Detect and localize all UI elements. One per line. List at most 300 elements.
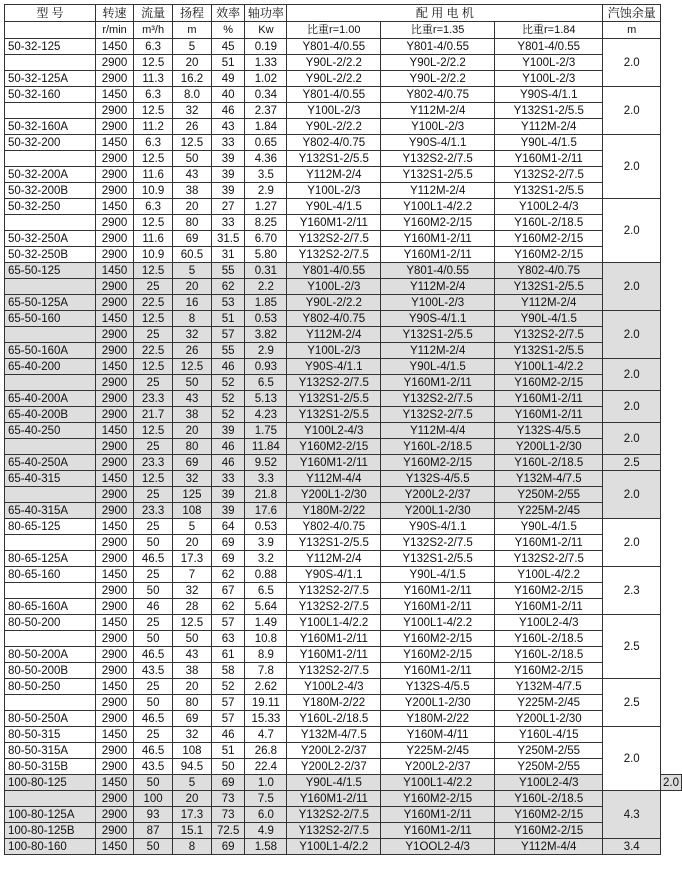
table-row <box>5 823 682 839</box>
motor-sg1-cell: Y112M-2/4 <box>287 551 381 567</box>
motor-sg1-cell: Y90L-2/2.2 <box>287 55 381 71</box>
motor-sg2-cell: Y160M1-2/11 <box>381 823 495 839</box>
head-cell: 26 <box>173 119 212 135</box>
motor-sg1-cell: Y801-4/0.55 <box>287 39 381 55</box>
motor-sg2-cell: Y112M-2/4 <box>381 103 495 119</box>
table-row <box>5 439 682 455</box>
flow-cell: 11.6 <box>134 167 173 183</box>
head-cell: 50 <box>173 375 212 391</box>
motor-sg1-cell: Y160M1-2/11 <box>287 455 381 471</box>
motor-sg1-cell: Y112M-2/4 <box>287 327 381 343</box>
shaft-power-cell: 1.02 <box>245 71 287 87</box>
head-cell: 108 <box>173 503 212 519</box>
efficiency-cell: 62 <box>211 567 245 583</box>
efficiency-cell: 52 <box>211 391 245 407</box>
flow-cell: 6.3 <box>134 87 173 103</box>
head-header: 扬程 <box>173 5 212 22</box>
efficiency-cell: 69 <box>211 551 245 567</box>
shaft-power-cell: 6.70 <box>245 231 287 247</box>
model-cell: 65-40-200B <box>5 407 96 423</box>
motor-sg1-cell: Y132S1-2/5.5 <box>287 151 381 167</box>
head-cell: 20 <box>173 279 212 295</box>
head-cell: 5 <box>173 39 212 55</box>
flow-cell: 12.5 <box>134 55 173 71</box>
speed-cell: 1450 <box>95 423 133 439</box>
flow-cell: 46.5 <box>134 647 173 663</box>
model-cell: 50-32-200B <box>5 183 96 199</box>
flow-cell: 100 <box>134 791 173 807</box>
flow-cell: 12.5 <box>134 471 173 487</box>
efficiency-cell: 52 <box>211 375 245 391</box>
head-cell: 69 <box>173 231 212 247</box>
motor-sg2-cell: Y100L1-4/2.2 <box>381 615 495 631</box>
motor-sg1-cell: Y100L2-4/3 <box>287 423 381 439</box>
motor-sg3-cell: Y160M2-2/15 <box>495 231 603 247</box>
efficiency-cell: 31.5 <box>211 231 245 247</box>
shaft-power-cell: 2.37 <box>245 103 287 119</box>
motor-sg1-cell: Y802-4/0.75 <box>287 519 381 535</box>
motor-sg2-cell: Y160M1-2/11 <box>381 375 495 391</box>
speed-cell: 2900 <box>95 647 133 663</box>
motor-sg3-cell: Y250M-2/55 <box>495 487 603 503</box>
shaft-power-cell: 2.2 <box>245 279 287 295</box>
npsh-cell: 2.0 <box>603 359 661 391</box>
motor-sg3-cell: Y132M-4/7.5 <box>495 471 603 487</box>
motor-sg2-cell: Y90L-2/2.2 <box>381 71 495 87</box>
model-cell <box>5 583 96 599</box>
shaft-power-cell: 21.8 <box>245 487 287 503</box>
model-cell: 65-50-125A <box>5 295 96 311</box>
shaft-power-cell: 2.62 <box>245 679 287 695</box>
head-cell: 17.3 <box>173 551 212 567</box>
motor-sg2-cell: Y1OOL2-4/3 <box>381 839 495 855</box>
head-cell: 20 <box>173 791 212 807</box>
shaft-power-cell: 3.82 <box>245 327 287 343</box>
motor-sg3-cell: Y160M1-2/11 <box>495 151 603 167</box>
efficiency-cell: 69 <box>211 775 245 791</box>
efficiency-cell: 33 <box>211 135 245 151</box>
flow-cell: 25 <box>134 375 173 391</box>
motor-sg2-cell: Y90S-4/1.1 <box>381 311 495 327</box>
efficiency-cell: 39 <box>211 183 245 199</box>
npsh-cell: 2.5 <box>603 455 661 471</box>
head-cell: 12.5 <box>173 615 212 631</box>
motor-sg3-cell: Y100L2-4/3 <box>495 615 603 631</box>
head-cell: 15.1 <box>173 823 212 839</box>
speed-cell: 2900 <box>95 167 133 183</box>
motor-sg1-cell: Y200L2-2/37 <box>287 759 381 775</box>
motor-sg1-cell: Y200L2-2/37 <box>287 743 381 759</box>
head-cell: 20 <box>173 535 212 551</box>
flow-cell: 50 <box>134 535 173 551</box>
model-cell: 80-50-250 <box>5 679 96 695</box>
model-cell: 80-50-250A <box>5 711 96 727</box>
sg2-header: 比重r=1.35 <box>381 22 495 39</box>
motor-sg2-cell: Y132S1-2/5.5 <box>381 551 495 567</box>
efficiency-cell: 43 <box>211 119 245 135</box>
motor-sg3-cell: Y160M1-2/11 <box>495 599 603 615</box>
model-cell <box>5 535 96 551</box>
shaft-power-cell: 0.31 <box>245 263 287 279</box>
model-cell: 65-50-160 <box>5 311 96 327</box>
table-row <box>5 503 682 519</box>
head-cell: 16.2 <box>173 71 212 87</box>
shaft-power-cell: 2.9 <box>245 343 287 359</box>
shaft-power-cell: 4.36 <box>245 151 287 167</box>
motor-sg2-cell: Y180M-2/22 <box>381 711 495 727</box>
motor-sg2-cell: Y132S-4/5.5 <box>381 679 495 695</box>
speed-cell: 1450 <box>95 567 133 583</box>
model-cell <box>5 439 96 455</box>
speed-cell: 1450 <box>95 135 133 151</box>
motor-sg2-cell: Y132S2-2/7.5 <box>381 391 495 407</box>
table-row <box>5 711 682 727</box>
motor-sg1-cell: Y132S2-2/7.5 <box>287 599 381 615</box>
motor-sg2-cell: Y112M-2/4 <box>381 183 495 199</box>
flow-cell: 22.5 <box>134 295 173 311</box>
head-cell: 20 <box>173 423 212 439</box>
head-cell: 8 <box>173 839 212 855</box>
motor-sg3-cell: Y160L-2/18.5 <box>495 455 603 471</box>
head-cell: 8.0 <box>173 87 212 103</box>
table-row <box>5 343 682 359</box>
motor-sg2-cell: Y132S-4/5.5 <box>381 471 495 487</box>
speed-cell: 2900 <box>95 279 133 295</box>
table-row <box>5 311 682 327</box>
table-row <box>5 727 682 743</box>
efficiency-cell: 39 <box>211 503 245 519</box>
flow-cell: 11.6 <box>134 231 173 247</box>
model-cell: 100-80-125 <box>5 775 96 791</box>
speed-cell: 1450 <box>95 311 133 327</box>
table-row <box>5 631 682 647</box>
table-row <box>5 199 682 215</box>
motor-sg1-cell: Y160M1-2/11 <box>287 791 381 807</box>
motor-sg3-cell: Y132S1-2/5.5 <box>495 183 603 199</box>
shaft-power-cell: 1.85 <box>245 295 287 311</box>
head-cell: 20 <box>173 679 212 695</box>
shaft-power-cell: 4.7 <box>245 727 287 743</box>
motor-sg3-cell: Y250M-2/55 <box>495 759 603 775</box>
table-row <box>5 87 682 103</box>
motor-sg1-cell: Y90S-4/1.1 <box>287 567 381 583</box>
motor-sg2-cell: Y112M-2/4 <box>381 279 495 295</box>
motor-sg2-cell: Y100L-2/3 <box>381 295 495 311</box>
speed-header: 转速 <box>95 5 133 22</box>
flow-cell: 43.5 <box>134 759 173 775</box>
flow-cell: 25 <box>134 519 173 535</box>
model-cell: 65-40-315A <box>5 503 96 519</box>
table-row <box>5 775 682 791</box>
speed-cell: 2900 <box>95 231 133 247</box>
flow-cell: 10.9 <box>134 247 173 263</box>
motor-sg3-cell: Y132S2-2/7.5 <box>495 551 603 567</box>
flow-cell: 12.5 <box>134 103 173 119</box>
table-row <box>5 679 682 695</box>
motor-sg3-cell: Y132S1-2/5.5 <box>495 103 603 119</box>
motor-sg1-cell: Y100L-2/3 <box>287 183 381 199</box>
head-cell: 28 <box>173 599 212 615</box>
shaft-power-cell: 1.58 <box>245 839 287 855</box>
flow-cell: 23.3 <box>134 391 173 407</box>
flow-cell: 25 <box>134 327 173 343</box>
model-cell: 65-40-250A <box>5 455 96 471</box>
motor-sg1-cell: Y100L2-4/3 <box>287 679 381 695</box>
flow-cell: 50 <box>134 583 173 599</box>
speed-cell: 2900 <box>95 599 133 615</box>
speed-cell: 2900 <box>95 711 133 727</box>
motor-sg1-cell: Y100L-2/3 <box>287 103 381 119</box>
head-unit: m <box>173 22 212 39</box>
motor-sg1-cell: Y801-4/0.55 <box>287 87 381 103</box>
speed-cell: 2900 <box>95 119 133 135</box>
npsh-cell: 2.0 <box>603 391 661 423</box>
head-cell: 125 <box>173 487 212 503</box>
table-row <box>5 295 682 311</box>
model-cell: 65-50-125 <box>5 263 96 279</box>
efficiency-cell: 55 <box>211 263 245 279</box>
motor-sg3-cell: Y100L-2/3 <box>495 71 603 87</box>
motor-sg1-cell: Y801-4/0.55 <box>287 263 381 279</box>
head-cell: 38 <box>173 663 212 679</box>
table-row <box>5 535 682 551</box>
model-cell: 50-32-250B <box>5 247 96 263</box>
model-cell: 65-40-200 <box>5 359 96 375</box>
model-unit-cell <box>5 22 96 39</box>
shaft-power-cell: 8.9 <box>245 647 287 663</box>
table-row <box>5 263 682 279</box>
table-row <box>5 695 682 711</box>
motor-sg3-cell: Y801-4/0.55 <box>495 39 603 55</box>
motor-sg2-cell: Y160M1-2/11 <box>381 599 495 615</box>
efficiency-unit: % <box>211 22 245 39</box>
motor-sg1-cell: Y100L-2/3 <box>287 343 381 359</box>
table-row <box>5 839 682 855</box>
flow-cell: 22.5 <box>134 343 173 359</box>
table-row <box>5 647 682 663</box>
model-cell: 100-80-125B <box>5 823 96 839</box>
table-row <box>5 279 682 295</box>
motor-sg3-cell: Y100L-4/2.2 <box>495 567 603 583</box>
table-row <box>5 39 682 55</box>
motor-sg3-cell: Y90L-4/1.5 <box>495 519 603 535</box>
motor-sg2-cell: Y112M-2/4 <box>381 343 495 359</box>
motor-sg1-cell: Y90L-2/2.2 <box>287 119 381 135</box>
speed-cell: 2900 <box>95 247 133 263</box>
model-cell: 80-50-315B <box>5 759 96 775</box>
flow-cell: 25 <box>134 727 173 743</box>
motor-sg1-cell: Y802-4/0.75 <box>287 135 381 151</box>
speed-cell: 1450 <box>95 727 133 743</box>
motor-sg2-cell: Y132S2-2/7.5 <box>381 535 495 551</box>
motor-sg2-cell: Y90S-4/1.1 <box>381 135 495 151</box>
efficiency-cell: 46 <box>211 455 245 471</box>
efficiency-cell: 39 <box>211 151 245 167</box>
model-cell: 100-80-160 <box>5 839 96 855</box>
model-cell <box>5 55 96 71</box>
table-row <box>5 167 682 183</box>
efficiency-cell: 63 <box>211 631 245 647</box>
model-header: 型 号 <box>5 5 96 22</box>
shaft-power-cell: 4.9 <box>245 823 287 839</box>
table-row <box>5 807 682 823</box>
head-cell: 32 <box>173 103 212 119</box>
motor-sg3-cell: Y225M-2/45 <box>495 503 603 519</box>
motor-sg3-cell: Y160L-2/18.5 <box>495 215 603 231</box>
speed-cell: 2900 <box>95 183 133 199</box>
efficiency-cell: 52 <box>211 679 245 695</box>
motor-sg3-cell: Y160M2-2/15 <box>495 583 603 599</box>
head-cell: 5 <box>173 519 212 535</box>
npsh-cell: 2.5 <box>603 679 661 727</box>
speed-cell: 2900 <box>95 55 133 71</box>
flow-cell: 50 <box>134 631 173 647</box>
motor-sg1-cell: Y100L1-4/2.2 <box>287 615 381 631</box>
efficiency-cell: 73 <box>211 807 245 823</box>
table-row <box>5 423 682 439</box>
motor-sg2-cell: Y225M-2/45 <box>381 743 495 759</box>
flow-cell: 23.3 <box>134 503 173 519</box>
speed-cell: 2900 <box>95 455 133 471</box>
head-cell: 94.5 <box>173 759 212 775</box>
table-row <box>5 455 682 471</box>
flow-cell: 12.5 <box>134 311 173 327</box>
npsh-unit: m <box>603 22 661 39</box>
motor-sg1-cell: Y160M2-2/15 <box>287 439 381 455</box>
flow-cell: 50 <box>134 839 173 855</box>
sg1-header: 比重r=1.00 <box>287 22 381 39</box>
motor-sg3-cell: Y250M-2/55 <box>495 743 603 759</box>
speed-cell: 2900 <box>95 791 133 807</box>
head-cell: 80 <box>173 215 212 231</box>
shaft-power-cell: 4.23 <box>245 407 287 423</box>
flow-cell: 50 <box>134 775 173 791</box>
shaft-power-cell: 0.65 <box>245 135 287 151</box>
efficiency-cell: 51 <box>211 743 245 759</box>
flow-cell: 50 <box>134 695 173 711</box>
model-cell <box>5 327 96 343</box>
head-cell: 12.5 <box>173 359 212 375</box>
efficiency-cell: 57 <box>211 327 245 343</box>
model-cell: 80-65-160 <box>5 567 96 583</box>
npsh-cell: 2.0 <box>603 727 661 791</box>
motor-sg1-cell: Y132S1-2/5.5 <box>287 407 381 423</box>
head-cell: 20 <box>173 199 212 215</box>
flow-cell: 6.3 <box>134 135 173 151</box>
motor-sg1-cell: Y132M-4/7.5 <box>287 727 381 743</box>
motor-sg2-cell: Y160M2-2/15 <box>381 215 495 231</box>
shaft-power-cell: 10.8 <box>245 631 287 647</box>
motor-sg3-cell: Y160M2-2/15 <box>495 375 603 391</box>
table-row <box>5 119 682 135</box>
table-row <box>5 663 682 679</box>
speed-cell: 1450 <box>95 679 133 695</box>
speed-cell: 2900 <box>95 551 133 567</box>
table-row <box>5 583 682 599</box>
motor-sg2-cell: Y160M2-2/15 <box>381 631 495 647</box>
motor-sg2-cell: Y132S1-2/5.5 <box>381 167 495 183</box>
shaft-power-header: 轴功率 <box>245 5 287 22</box>
model-cell: 80-50-315A <box>5 743 96 759</box>
shaft-power-cell: 5.80 <box>245 247 287 263</box>
motor-sg1-cell: Y132S1-2/5.5 <box>287 391 381 407</box>
efficiency-cell: 69 <box>211 535 245 551</box>
speed-cell: 2900 <box>95 663 133 679</box>
motor-sg1-cell: Y132S2-2/7.5 <box>287 231 381 247</box>
shaft-power-cell: 0.88 <box>245 567 287 583</box>
head-cell: 32 <box>173 327 212 343</box>
model-cell: 80-65-125A <box>5 551 96 567</box>
speed-cell: 2900 <box>95 375 133 391</box>
efficiency-cell: 46 <box>211 103 245 119</box>
flow-cell: 25 <box>134 615 173 631</box>
motor-sg3-cell: Y132S2-2/7.5 <box>495 167 603 183</box>
model-cell: 50-32-125 <box>5 39 96 55</box>
shaft-power-cell: 5.13 <box>245 391 287 407</box>
efficiency-cell: 57 <box>211 711 245 727</box>
head-cell: 108 <box>173 743 212 759</box>
flow-cell: 43.5 <box>134 663 173 679</box>
efficiency-cell: 49 <box>211 71 245 87</box>
shaft-power-cell: 3.5 <box>245 167 287 183</box>
table-row <box>5 215 682 231</box>
table-row <box>5 391 682 407</box>
head-cell: 12.5 <box>173 135 212 151</box>
flow-cell: 46.5 <box>134 711 173 727</box>
head-cell: 32 <box>173 471 212 487</box>
flow-cell: 25 <box>134 679 173 695</box>
motor-sg3-cell: Y112M-2/4 <box>495 119 603 135</box>
motor-sg3-cell: Y160L-2/18.5 <box>495 647 603 663</box>
motor-sg2-cell: Y160M1-2/11 <box>381 663 495 679</box>
npsh-cell: 2.0 <box>661 775 682 791</box>
head-cell: 32 <box>173 583 212 599</box>
table-row <box>5 55 682 71</box>
model-cell: 65-50-160A <box>5 343 96 359</box>
efficiency-cell: 46 <box>211 727 245 743</box>
speed-cell: 2900 <box>95 295 133 311</box>
head-cell: 32 <box>173 727 212 743</box>
shaft-power-cell: 1.0 <box>245 775 287 791</box>
table-row <box>5 551 682 567</box>
speed-cell: 1450 <box>95 615 133 631</box>
speed-cell: 2900 <box>95 407 133 423</box>
head-cell: 7 <box>173 567 212 583</box>
shaft-power-cell: 3.9 <box>245 535 287 551</box>
speed-cell: 2900 <box>95 215 133 231</box>
table-row <box>5 407 682 423</box>
speed-cell: 2900 <box>95 151 133 167</box>
motor-sg1-cell: Y132S2-2/7.5 <box>287 247 381 263</box>
motor-sg2-cell: Y200L1-2/30 <box>381 695 495 711</box>
table-row <box>5 71 682 87</box>
head-cell: 80 <box>173 695 212 711</box>
efficiency-cell: 46 <box>211 439 245 455</box>
motor-sg3-cell: Y100L1-4/2.2 <box>495 359 603 375</box>
pump-spec-table <box>4 4 682 855</box>
motor-sg3-cell: Y160M2-2/15 <box>495 823 603 839</box>
model-cell <box>5 151 96 167</box>
speed-cell: 2900 <box>95 823 133 839</box>
motor-sg1-cell: Y132S2-2/7.5 <box>287 375 381 391</box>
motor-sg3-cell: Y160M1-2/11 <box>495 391 603 407</box>
model-cell: 80-65-160A <box>5 599 96 615</box>
sg3-header: 比重r=1.84 <box>495 22 603 39</box>
npsh-cell: 3.4 <box>603 839 661 855</box>
model-cell: 100-80-125A <box>5 807 96 823</box>
header-row-1 <box>5 5 682 22</box>
shaft-power-cell: 3.3 <box>245 471 287 487</box>
